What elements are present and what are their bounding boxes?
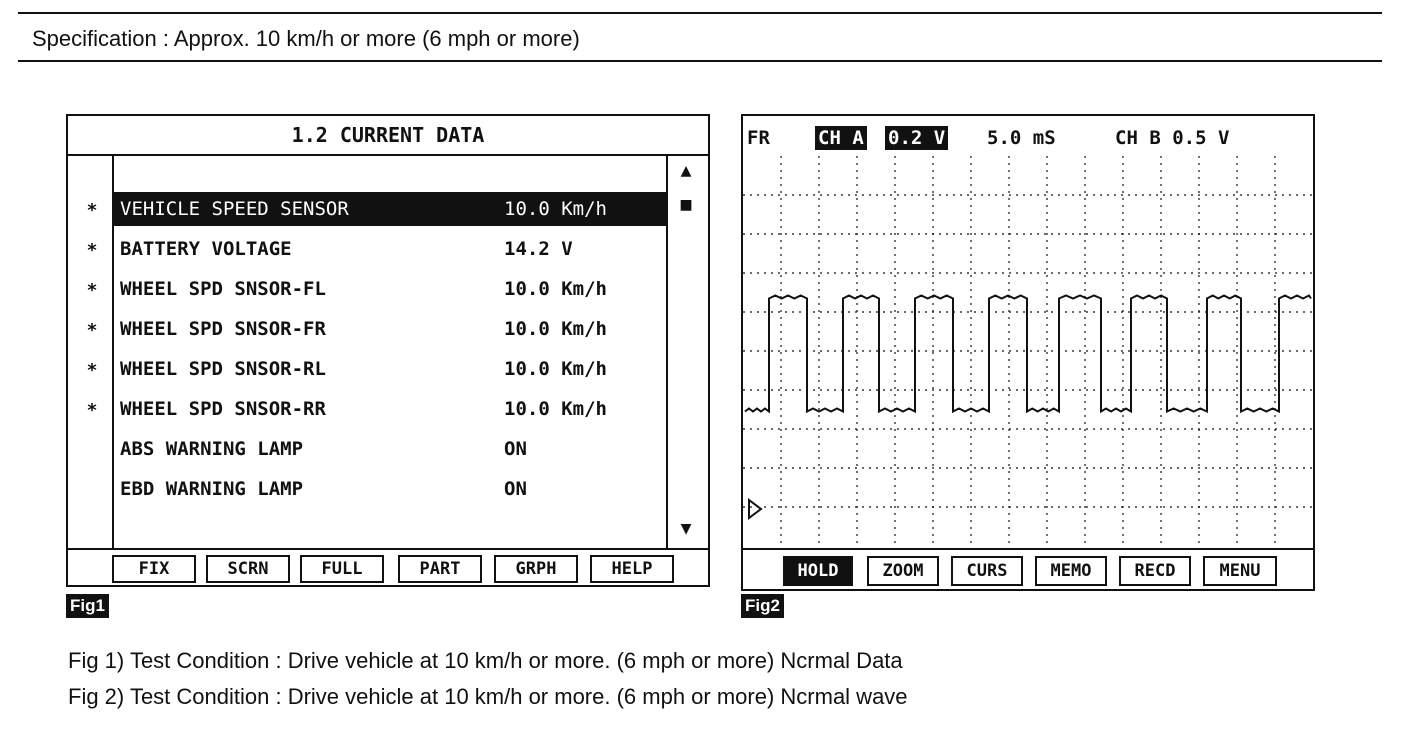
specification-text: Specification : Approx. 10 km/h or more (6 mph or more)	[32, 26, 580, 51]
list-item[interactable]	[114, 472, 666, 506]
sensor-value: 10.0 Km/h	[504, 358, 607, 380]
timebase-value[interactable]: 5.0 mS	[987, 127, 1056, 149]
monitor-star-icon: *	[86, 280, 98, 301]
sensor-label: WHEEL SPD SNSOR-RL	[120, 358, 326, 380]
fig2-label: Fig2	[741, 594, 784, 618]
zoom-button[interactable]: ZOOM	[867, 556, 939, 586]
mode-label: FR	[747, 127, 770, 149]
scope-key-bar	[743, 548, 1313, 591]
sensor-value: 10.0 Km/h	[504, 278, 607, 300]
scope-header	[743, 116, 1313, 156]
grph-button[interactable]: GRPH	[494, 555, 578, 583]
sensor-label: WHEEL SPD SNSOR-FR	[120, 318, 326, 340]
sensor-label: BATTERY VOLTAGE	[120, 238, 292, 260]
sensor-label: WHEEL SPD SNSOR-FL	[120, 278, 326, 300]
help-button[interactable]: HELP	[590, 555, 674, 583]
fig1-label: Fig1	[66, 594, 109, 618]
sensor-label: EBD WARNING LAMP	[120, 478, 304, 500]
channel-a-waveform	[745, 296, 1311, 412]
oscilloscope-screen	[741, 114, 1315, 591]
scroll-thumb[interactable]: ■	[680, 194, 692, 215]
sensor-value: ON	[504, 478, 527, 500]
list-item[interactable]	[114, 272, 666, 306]
list-item[interactable]	[114, 392, 666, 426]
sensor-value: 14.2 V	[504, 238, 573, 260]
monitor-star-icon: *	[86, 200, 98, 221]
scrn-button[interactable]: SCRN	[206, 555, 290, 583]
channel-b-label[interactable]: CH B 0.5 V	[1115, 127, 1230, 149]
function-key-bar	[68, 548, 708, 587]
sensor-value: ON	[504, 438, 527, 460]
monitor-star-icon: *	[86, 320, 98, 341]
scroll-down-icon[interactable]: ▼	[680, 518, 692, 539]
screen-title: 1.2 CURRENT DATA	[68, 116, 708, 156]
memo-button[interactable]: MEMO	[1035, 556, 1107, 586]
recd-button[interactable]: RECD	[1119, 556, 1191, 586]
full-button[interactable]: FULL	[300, 555, 384, 583]
sensor-label: WHEEL SPD SNSOR-RR	[120, 398, 326, 420]
fig1-caption: Fig 1) Test Condition : Drive vehicle at 10 km/h or more. (6 mph or more) Ncrmal Data	[68, 648, 903, 673]
fix-button[interactable]: FIX	[112, 555, 196, 583]
sensor-value: 10.0 Km/h	[504, 198, 607, 220]
monitor-star-icon: *	[86, 240, 98, 261]
waveform-plot	[743, 156, 1313, 548]
current-data-screen	[66, 114, 710, 587]
trigger-marker-icon	[749, 500, 761, 518]
sensor-value: 10.0 Km/h	[504, 318, 607, 340]
scroll-up-icon[interactable]: ▲	[680, 160, 692, 181]
list-item[interactable]	[114, 312, 666, 346]
list-item[interactable]	[114, 232, 666, 266]
fig2-caption: Fig 2) Test Condition : Drive vehicle at 10 km/h or more. (6 mph or more) Ncrmal wave	[68, 684, 908, 709]
sensor-label: ABS WARNING LAMP	[120, 438, 304, 460]
menu-button[interactable]: MENU	[1203, 556, 1277, 586]
list-item[interactable]	[114, 432, 666, 466]
monitor-star-icon: *	[86, 360, 98, 381]
top-rule	[18, 12, 1382, 14]
part-button[interactable]: PART	[398, 555, 482, 583]
channel-a-label[interactable]: CH A	[815, 126, 867, 150]
list-item[interactable]	[114, 192, 666, 226]
monitor-star-icon: *	[86, 400, 98, 421]
sensor-value: 10.0 Km/h	[504, 398, 607, 420]
hold-button[interactable]: HOLD	[783, 556, 853, 586]
data-list	[112, 154, 668, 548]
channel-a-scale[interactable]: 0.2 V	[885, 126, 948, 150]
list-item[interactable]	[114, 352, 666, 386]
bottom-rule	[18, 60, 1382, 62]
sensor-label: VEHICLE SPEED SENSOR	[120, 198, 349, 220]
curs-button[interactable]: CURS	[951, 556, 1023, 586]
